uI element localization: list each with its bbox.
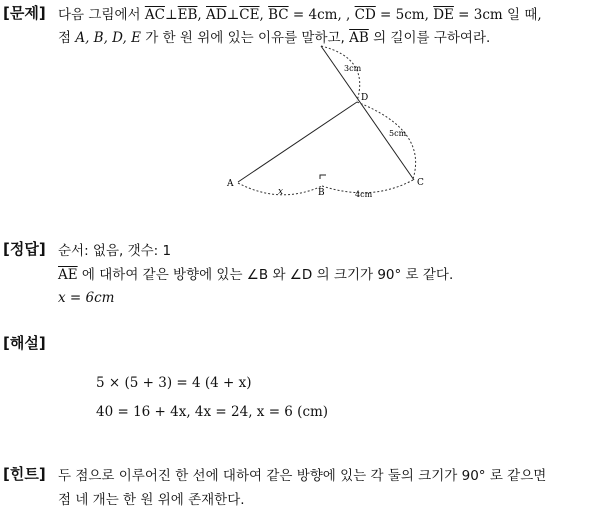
answer-order-count: 순서: 없음, 갯수: 1 [58, 243, 172, 259]
point-list: A, B, D, E [75, 30, 141, 46]
label-bc-length: 4cm [355, 190, 373, 199]
hint-line-1: 두 점으로 이루어진 한 선에 대하여 같은 방향에 있는 각 둘의 크기가 90° 로 같으면 [58, 468, 547, 484]
segment-ac: $\overline{AC}$ [144, 7, 165, 23]
de-length: = 3cm 일 때, [453, 7, 542, 23]
line-ad [238, 102, 357, 182]
explanation-tag: [해설] [3, 334, 46, 352]
segment-cd: $\overline{CD}$ [354, 7, 376, 23]
line-ec [321, 46, 414, 180]
segment-ab: $\overline{AB}$ [349, 30, 369, 46]
segment-bc: $\overline{BC}$ [268, 7, 289, 23]
label-d: D [361, 93, 369, 103]
label-de-length: 3cm [344, 64, 362, 73]
answer-value: x = 6cm [58, 290, 115, 306]
problem-text: 점 [58, 30, 76, 46]
right-angle-mark [320, 175, 326, 179]
segment-ce: $\overline{CE}$ [239, 7, 260, 23]
answer-reason [58, 263, 453, 283]
hint-tag: [힌트] [3, 465, 46, 483]
label-c: C [417, 178, 424, 188]
equation-1: 5 × (5 + 3) = 4 (4 + x) [96, 375, 252, 391]
problem-text: 의 길이를 구하여라. [368, 30, 491, 46]
label-x: x [278, 187, 284, 197]
perp-symbol: ⊥ [226, 7, 240, 23]
problem-tag: [문제] [3, 4, 46, 22]
problem-text: 다음 그림에서 [58, 7, 145, 23]
segment-de: $\overline{DE}$ [433, 7, 454, 23]
separator: , [197, 7, 207, 23]
label-a: A [227, 179, 234, 189]
label-b: B [318, 188, 325, 198]
perp-symbol: ⊥ [164, 7, 178, 23]
answer-tag: [정답] [3, 240, 46, 258]
segment-ad: $\overline{AD}$ [206, 7, 227, 23]
equation-2: 40 = 16 + 4x, 4x = 24, x = 6 (cm) [96, 404, 329, 420]
separator: , [259, 7, 269, 23]
problem-text: 가 한 원 위에 있는 이유를 말하고, [140, 30, 350, 46]
answer-reason-text: 에 대하여 같은 방향에 있는 ∠B 와 ∠D 의 크기가 90° 로 같다. [77, 267, 454, 283]
bc-length: = 4cm, , [288, 7, 355, 23]
label-cd-length: 5cm [389, 129, 407, 138]
cd-length: = 5cm, [375, 7, 434, 23]
geometry-figure [0, 0, 591, 230]
segment-ae: $\overline{AE}$ [58, 267, 78, 283]
hint-line-2: 점 네 개는 한 원 위에 존재한다. [58, 492, 245, 508]
segment-eb: $\overline{EB}$ [177, 7, 198, 23]
